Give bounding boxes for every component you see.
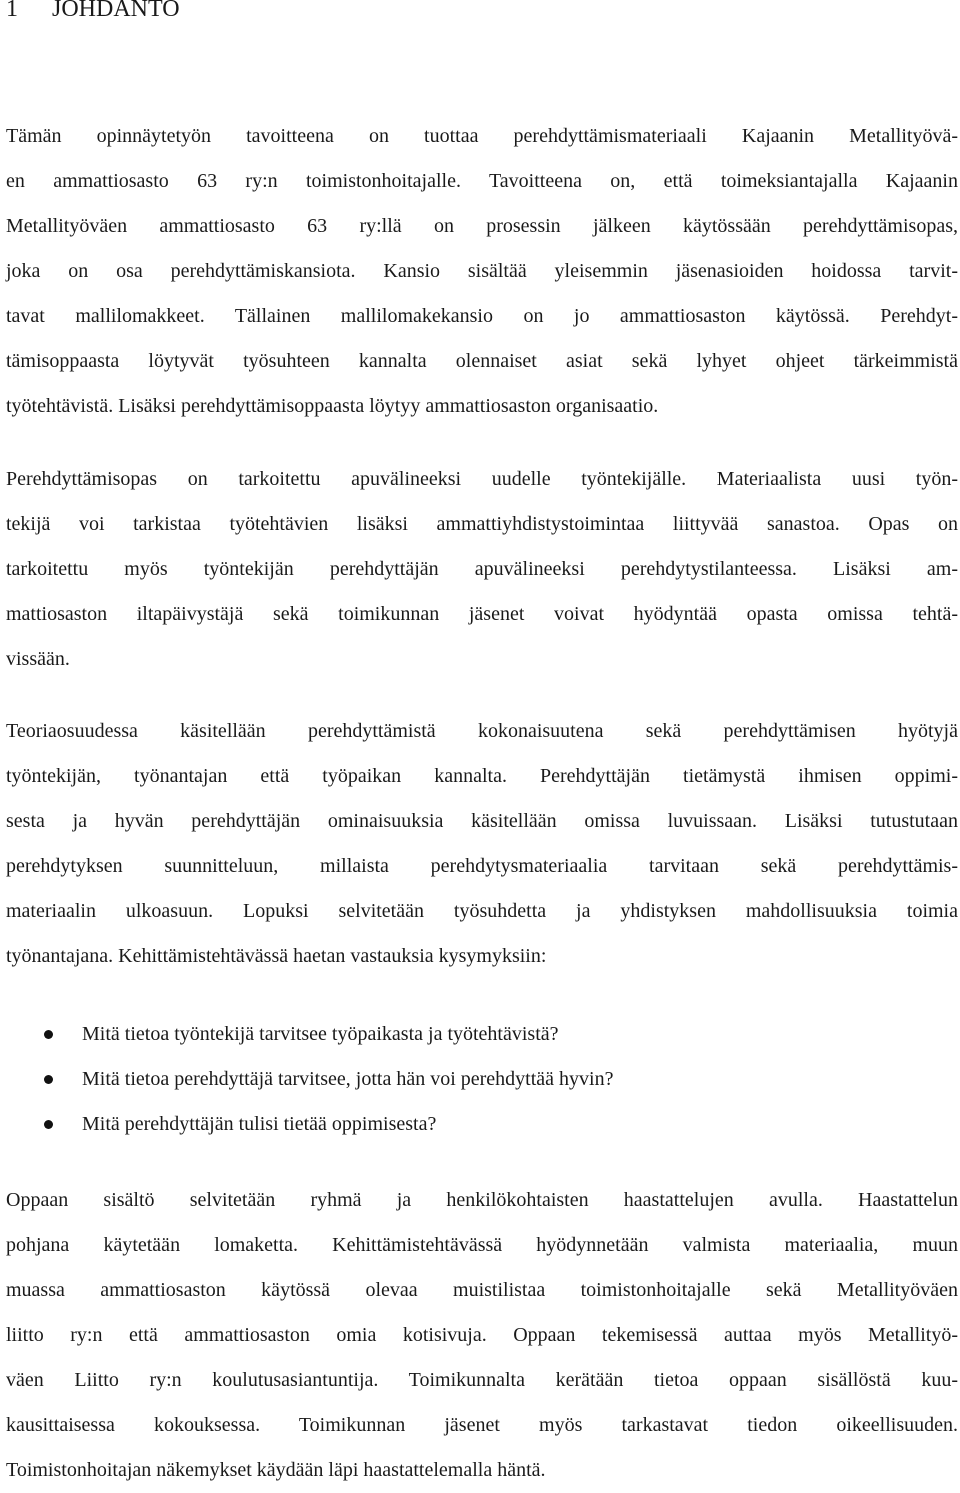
text-line: työnantajana. Kehittämistehtävässä haetan vastauksia kysymyksiin: <box>6 945 547 967</box>
text-line: Tämän opinnäytetyön tavoitteena on tuottaa perehdyttämismateriaali Kajaanin Metallityövä- <box>6 125 958 147</box>
text-line: mattiosaston iltapäivystäjä sekä toimikunnan jäsenet voivat hyödyntää opasta omissa tehtä- <box>6 603 958 625</box>
chapter-title: JOHDANTO <box>52 0 180 22</box>
text-line: liitto ry:n että ammattiosaston omia kotisivuja. Oppaan tekemisessä auttaa myös Metallityö- <box>6 1324 958 1346</box>
text-line: tavat mallilomakkeet. Tällainen mallilomakekansio on jo ammattiosaston käytössä. Perehdyt- <box>6 305 958 327</box>
paragraph-theory <box>6 709 958 979</box>
paragraph-purpose <box>6 457 958 682</box>
bullet-icon <box>44 1120 53 1129</box>
text-line: joka on osa perehdyttämiskansiota. Kansio sisältää yleisemmin jäsenasioiden hoidossa tarvit- <box>6 260 958 282</box>
bullet-icon <box>44 1075 53 1084</box>
text-line: Oppaan sisältö selvitetään ryhmä ja henkilökohtaisten haastattelujen avulla. Haastattelun <box>6 1189 958 1211</box>
text-line: muassa ammattiosaston käytössä olevaa muistilistaa toimistonhoitajalle sekä Metallityöväen <box>6 1279 958 1301</box>
chapter-number: 1 <box>6 0 18 22</box>
text-line: tarkoitettu myös työntekijän perehdyttäjän apuvälineeksi perehdytystilanteessa. Lisäksi am- <box>6 558 958 580</box>
bullet-icon <box>44 1030 53 1039</box>
text-line: tekijä voi tarkistaa työtehtävien lisäksi ammattiyhdistystoimintaa liittyvää sanastoa. Opas on <box>6 513 958 535</box>
list-item <box>6 1102 958 1147</box>
chapter-heading <box>6 0 180 24</box>
list-item <box>6 1057 958 1102</box>
text-line: työtehtävistä. Lisäksi perehdyttämisoppaasta löytyy ammattiosaston organisaatio. <box>6 395 659 417</box>
text-line: materiaalin ulkoasuun. Lopuksi selvitetään työsuhdetta ja yhdistyksen mahdollisuuksia toimia <box>6 900 958 922</box>
question-text: Mitä tietoa perehdyttäjä tarvitsee, jotta hän voi perehdyttää hyvin? <box>82 1068 614 1090</box>
paragraph-intro <box>6 114 958 429</box>
text-line: sesta ja hyvän perehdyttäjän ominaisuuksia käsitellään omissa luvuissaan. Lisäksi tutustutaan <box>6 810 958 832</box>
text-line: Toimistonhoitajan näkemykset käydään läpi haastattelemalla häntä. <box>6 1459 546 1481</box>
list-item <box>6 1012 958 1057</box>
question-text: Mitä tietoa työntekijä tarvitsee työpaikasta ja työtehtävistä? <box>82 1023 559 1045</box>
text-line: väen Liitto ry:n koulutusasiantuntija. Toimikunnalta kerätään tietoa oppaan sisällöstä kuu- <box>6 1369 958 1391</box>
text-line: vissään. <box>6 648 70 670</box>
question-text: Mitä perehdyttäjän tulisi tietää oppimisesta? <box>82 1113 437 1135</box>
text-line: Perehdyttämisopas on tarkoitettu apuvälineeksi uudelle työntekijälle. Materiaalista uusi työn- <box>6 468 958 490</box>
text-line: perehdytyksen suunnitteluun, millaista perehdytysmateriaalia tarvitaan sekä perehdyttämis- <box>6 855 958 877</box>
text-line: Metallityöväen ammattiosasto 63 ry:llä on prosessin jälkeen käytössään perehdyttämisopas, <box>6 215 958 237</box>
question-list <box>6 1012 958 1147</box>
paragraph-method <box>6 1178 958 1493</box>
text-line: Teoriaosuudessa käsitellään perehdyttämistä kokonaisuutena sekä perehdyttämisen hyötyjä <box>6 720 958 742</box>
text-line: työntekijän, työnantajan että työpaikan kannalta. Perehdyttäjän tietämystä ihmisen oppimi- <box>6 765 958 787</box>
text-line: en ammattiosasto 63 ry:n toimistonhoitajalle. Tavoitteena on, että toimeksiantajalla Kajaanin <box>6 170 958 192</box>
text-line: pohjana käytetään lomaketta. Kehittämistehtävässä hyödynnetään valmista materiaalia, muun <box>6 1234 958 1256</box>
text-line: tämisoppaasta löytyvät työsuhteen kannalta olennaiset asiat sekä lyhyet ohjeet tärkeimmistä <box>6 350 958 372</box>
text-line: kausittaisessa kokouksessa. Toimikunnan jäsenet myös tarkastavat tiedon oikeellisuuden. <box>6 1414 958 1436</box>
